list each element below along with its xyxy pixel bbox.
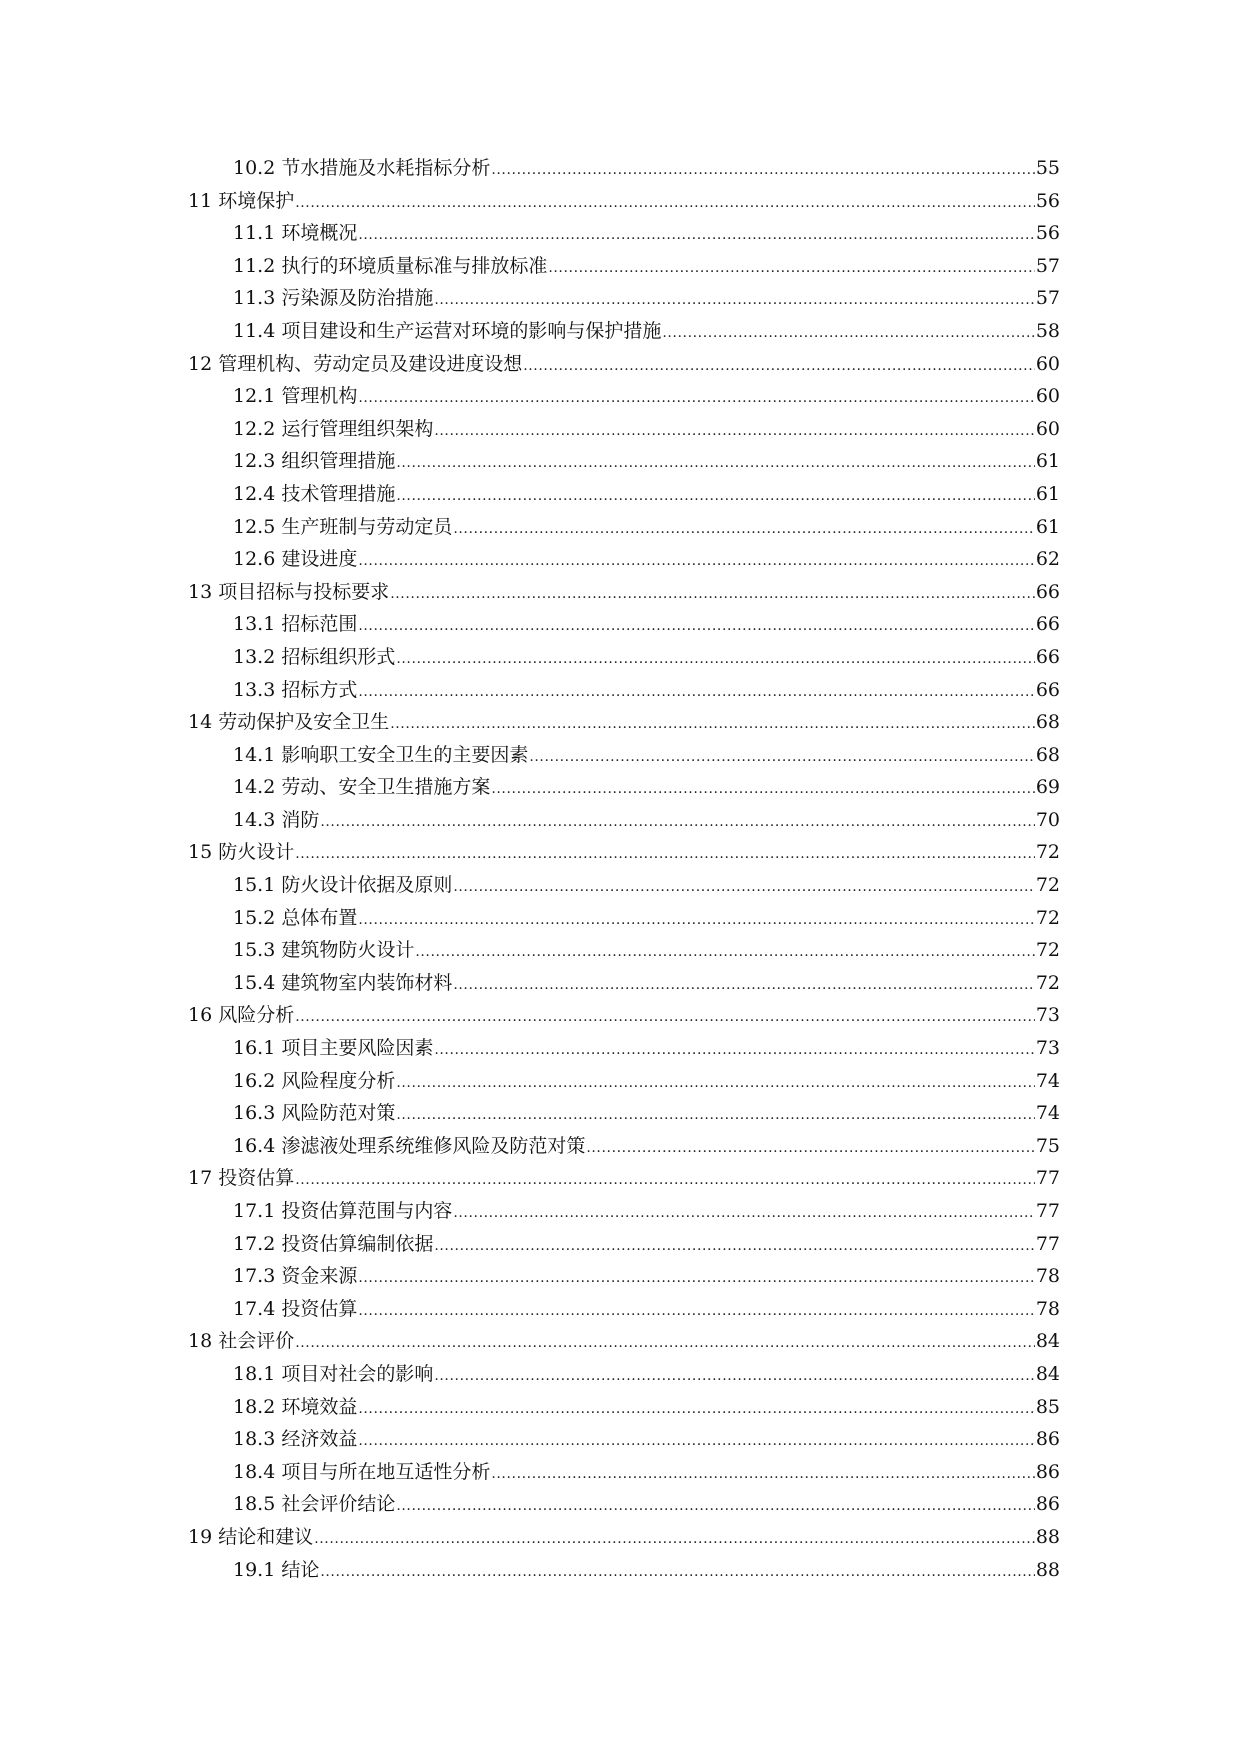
toc-entry-title: 招标组织形式 xyxy=(281,645,396,668)
toc-entry-title: 总体布置 xyxy=(281,906,358,929)
toc-dot-leader xyxy=(415,936,1034,969)
toc-entry-title: 组织管理措施 xyxy=(281,450,396,473)
toc-entry-number: 19 xyxy=(188,1525,213,1548)
toc-chapter-entry[interactable] xyxy=(188,185,1060,218)
toc-page-number: 86 xyxy=(1035,1428,1060,1451)
toc-section-entry[interactable] xyxy=(188,1358,1060,1391)
toc-page-number: 84 xyxy=(1035,1330,1060,1353)
toc-dot-leader xyxy=(358,382,1034,415)
toc-page-number: 78 xyxy=(1035,1297,1060,1320)
toc-dot-leader xyxy=(295,1327,1035,1360)
toc-section-entry[interactable] xyxy=(188,1260,1060,1293)
toc-entry-title: 劳动、安全卫生措施方案 xyxy=(281,776,491,799)
toc-page-number: 72 xyxy=(1035,906,1060,929)
toc-entry-title: 投资估算 xyxy=(281,1297,358,1320)
toc-section-entry[interactable] xyxy=(188,869,1060,902)
toc-chapter-entry[interactable] xyxy=(188,1162,1060,1195)
toc-entry-number: 15 xyxy=(188,841,213,864)
toc-entry-number: 17.2 xyxy=(233,1232,276,1255)
toc-page-number: 88 xyxy=(1035,1558,1060,1581)
toc-entry-number: 17.4 xyxy=(233,1297,276,1320)
toc-entry-title: 项目建设和生产运营对环境的影响与保护措施 xyxy=(281,319,662,342)
toc-chapter-entry[interactable] xyxy=(188,1521,1060,1554)
toc-page-number: 60 xyxy=(1035,352,1060,375)
toc-entry-title: 社会评价 xyxy=(218,1330,295,1353)
toc-entry-number: 14.1 xyxy=(233,743,276,766)
toc-dot-leader xyxy=(396,1490,1034,1523)
toc-entry-number: 15.4 xyxy=(233,971,276,994)
toc-dot-leader xyxy=(314,1523,1035,1556)
toc-entry-number: 14.3 xyxy=(233,808,276,831)
toc-page-number: 55 xyxy=(1035,157,1060,179)
toc-page-number: 78 xyxy=(1035,1265,1060,1288)
toc-entry-title: 投资估算范围与内容 xyxy=(281,1200,453,1222)
toc-dot-leader xyxy=(434,1230,1034,1263)
toc-section-entry[interactable] xyxy=(188,804,1060,837)
toc-page-number: 73 xyxy=(1035,1004,1060,1027)
toc-dot-leader xyxy=(434,415,1034,448)
toc-section-entry[interactable] xyxy=(188,1391,1060,1424)
toc-page-number: 60 xyxy=(1035,385,1060,408)
toc-section-entry[interactable] xyxy=(188,543,1060,576)
toc-section-entry[interactable] xyxy=(188,1554,1060,1587)
toc-entry-title: 结论 xyxy=(281,1558,320,1581)
toc-entry-number: 12.4 xyxy=(233,482,276,505)
toc-section-entry[interactable] xyxy=(188,315,1060,348)
toc-page-number: 69 xyxy=(1035,776,1060,799)
toc-entry-number: 15.2 xyxy=(233,906,276,929)
toc-page-number: 88 xyxy=(1035,1525,1060,1548)
toc-dot-leader xyxy=(586,1132,1034,1165)
toc-entry-title: 防火设计 xyxy=(218,841,295,864)
toc-section-entry[interactable] xyxy=(188,1130,1060,1163)
toc-page-number: 86 xyxy=(1035,1460,1060,1483)
toc-entry-number: 15.3 xyxy=(233,939,276,962)
toc-entry-number: 11.2 xyxy=(233,254,276,277)
toc-section-entry[interactable] xyxy=(188,282,1060,315)
toc-entry-number: 17 xyxy=(188,1167,213,1190)
toc-dot-leader xyxy=(434,1034,1034,1067)
toc-page-number: 57 xyxy=(1035,254,1060,277)
toc-entry-title: 管理机构、劳动定员及建设进度设想 xyxy=(218,352,523,375)
toc-page-number: 61 xyxy=(1035,515,1060,538)
toc-dot-leader xyxy=(396,447,1034,480)
toc-entry-title: 投资估算 xyxy=(218,1167,295,1190)
toc-page-number: 56 xyxy=(1035,222,1060,245)
toc-dot-leader xyxy=(358,1262,1034,1295)
toc-entry-title: 执行的环境质量标准与排放标准 xyxy=(281,254,548,277)
toc-entry-title: 消防 xyxy=(281,808,320,831)
toc-entry-title: 节水措施及水耗指标分析 xyxy=(281,157,491,179)
toc-page-number: 68 xyxy=(1035,743,1060,766)
toc-dot-leader xyxy=(453,513,1034,546)
toc-page-number: 77 xyxy=(1035,1167,1060,1190)
toc-entry-title: 建筑物室内装饰材料 xyxy=(281,971,453,994)
toc-dot-leader xyxy=(453,969,1034,1002)
toc-page-number: 77 xyxy=(1035,1200,1060,1222)
toc-section-entry[interactable] xyxy=(188,739,1060,772)
toc-entry-number: 18.2 xyxy=(233,1395,276,1418)
toc-entry-title: 项目与所在地互适性分析 xyxy=(281,1460,491,1483)
toc-entry-title: 运行管理组织架构 xyxy=(281,417,434,440)
toc-dot-leader xyxy=(358,904,1034,937)
toc-dot-leader xyxy=(453,871,1034,904)
toc-entry-title: 技术管理措施 xyxy=(281,482,396,505)
toc-dot-leader xyxy=(453,1197,1034,1230)
toc-entry-number: 15.1 xyxy=(233,874,276,897)
table-of-contents xyxy=(188,152,1060,1586)
toc-page-number: 61 xyxy=(1035,450,1060,473)
toc-page-number: 86 xyxy=(1035,1493,1060,1516)
toc-entry-title: 风险程度分析 xyxy=(281,1069,396,1092)
toc-entry-number: 11.3 xyxy=(233,287,276,310)
toc-entry-number: 16 xyxy=(188,1004,213,1027)
toc-page-number: 75 xyxy=(1035,1134,1060,1157)
toc-page-number: 73 xyxy=(1035,1037,1060,1060)
toc-entry-number: 13.1 xyxy=(233,613,276,636)
toc-section-entry[interactable] xyxy=(188,380,1060,413)
toc-section-entry[interactable] xyxy=(188,413,1060,446)
toc-dot-leader xyxy=(358,1393,1034,1426)
toc-dot-leader xyxy=(295,1164,1035,1197)
toc-section-entry[interactable] xyxy=(188,217,1060,250)
toc-entry-title: 建筑物防火设计 xyxy=(281,939,415,962)
toc-section-entry[interactable] xyxy=(188,1097,1060,1130)
toc-entry-number: 12.6 xyxy=(233,548,276,571)
toc-entry-number: 17.1 xyxy=(233,1200,276,1222)
toc-page-number: 72 xyxy=(1035,841,1060,864)
toc-dot-leader xyxy=(529,741,1034,774)
toc-section-entry[interactable] xyxy=(188,1293,1060,1326)
toc-page-number: 66 xyxy=(1035,613,1060,636)
toc-entry-title: 项目招标与投标要求 xyxy=(218,580,390,603)
toc-entry-number: 16.1 xyxy=(233,1037,276,1060)
toc-entry-title: 招标方式 xyxy=(281,678,358,701)
toc-page-number: 74 xyxy=(1035,1102,1060,1125)
toc-entry-number: 13.2 xyxy=(233,645,276,668)
toc-page-number: 84 xyxy=(1035,1362,1060,1385)
toc-entry-title: 管理机构 xyxy=(281,385,358,408)
toc-entry-title: 风险防范对策 xyxy=(281,1102,396,1125)
toc-page-number: 66 xyxy=(1035,645,1060,668)
toc-entry-title: 环境概况 xyxy=(281,222,358,245)
toc-entry-number: 19.1 xyxy=(233,1558,276,1581)
toc-entry-number: 11.1 xyxy=(233,222,276,245)
toc-page-number: 72 xyxy=(1035,939,1060,962)
toc-section-entry[interactable] xyxy=(188,1423,1060,1456)
toc-dot-leader xyxy=(491,1458,1034,1491)
toc-dot-leader xyxy=(434,1360,1034,1393)
toc-section-entry[interactable] xyxy=(188,1456,1060,1489)
toc-section-entry[interactable] xyxy=(188,967,1060,1000)
toc-section-entry[interactable] xyxy=(188,608,1060,641)
toc-chapter-entry[interactable] xyxy=(188,836,1060,869)
toc-entry-number: 11 xyxy=(188,189,213,212)
toc-dot-leader xyxy=(396,1067,1034,1100)
toc-entry-number: 17.3 xyxy=(233,1265,276,1288)
toc-entry-title: 环境效益 xyxy=(281,1395,358,1418)
toc-page-number: 60 xyxy=(1035,417,1060,440)
toc-dot-leader xyxy=(548,252,1034,285)
toc-page-number: 66 xyxy=(1035,580,1060,603)
toc-entry-title: 渗滤液处理系统维修风险及防范对策 xyxy=(281,1134,586,1157)
toc-page-number: 72 xyxy=(1035,874,1060,897)
toc-dot-leader xyxy=(358,610,1034,643)
toc-entry-title: 资金来源 xyxy=(281,1265,358,1288)
toc-section-entry[interactable] xyxy=(188,152,1060,185)
toc-dot-leader xyxy=(320,806,1034,839)
toc-chapter-entry[interactable] xyxy=(188,348,1060,381)
toc-dot-leader xyxy=(523,350,1035,383)
toc-dot-leader xyxy=(358,545,1034,578)
toc-page-number: 62 xyxy=(1035,548,1060,571)
toc-entry-title: 建设进度 xyxy=(281,548,358,571)
toc-dot-leader xyxy=(491,773,1034,806)
toc-section-entry[interactable] xyxy=(188,1065,1060,1098)
toc-entry-number: 16.4 xyxy=(233,1134,276,1157)
toc-chapter-entry[interactable] xyxy=(188,1325,1060,1358)
toc-entry-title: 防火设计依据及原则 xyxy=(281,874,453,897)
toc-entry-title: 社会评价结论 xyxy=(281,1493,396,1516)
toc-page-number: 68 xyxy=(1035,711,1060,734)
toc-page-number: 70 xyxy=(1035,808,1060,831)
toc-dot-leader xyxy=(295,1001,1035,1034)
toc-entry-title: 环境保护 xyxy=(218,189,295,212)
toc-dot-leader xyxy=(491,154,1034,187)
toc-section-entry[interactable] xyxy=(188,641,1060,674)
toc-entry-title: 风险分析 xyxy=(218,1004,295,1027)
toc-entry-number: 12 xyxy=(188,352,213,375)
toc-entry-number: 18.4 xyxy=(233,1460,276,1483)
toc-section-entry[interactable] xyxy=(188,250,1060,283)
toc-entry-number: 12.5 xyxy=(233,515,276,538)
toc-entry-number: 14 xyxy=(188,711,213,734)
toc-entry-number: 18.5 xyxy=(233,1493,276,1516)
toc-entry-number: 10.2 xyxy=(233,157,276,179)
toc-entry-number: 16.3 xyxy=(233,1102,276,1125)
toc-page-number: 66 xyxy=(1035,678,1060,701)
toc-entry-number: 18.1 xyxy=(233,1362,276,1385)
toc-page-number: 72 xyxy=(1035,971,1060,994)
toc-chapter-entry[interactable] xyxy=(188,999,1060,1032)
toc-entry-title: 影响职工安全卫生的主要因素 xyxy=(281,743,529,766)
toc-entry-number: 14.2 xyxy=(233,776,276,799)
toc-dot-leader xyxy=(320,1556,1034,1589)
toc-page-number: 56 xyxy=(1035,189,1060,212)
toc-page-number: 74 xyxy=(1035,1069,1060,1092)
toc-section-entry[interactable] xyxy=(188,1228,1060,1261)
toc-entry-title: 投资估算编制依据 xyxy=(281,1232,434,1255)
toc-section-entry[interactable] xyxy=(188,1488,1060,1521)
toc-entry-number: 18.3 xyxy=(233,1428,276,1451)
toc-page-number: 77 xyxy=(1035,1232,1060,1255)
toc-section-entry[interactable] xyxy=(188,445,1060,478)
toc-entry-number: 13 xyxy=(188,580,213,603)
toc-section-entry[interactable] xyxy=(188,674,1060,707)
toc-page-number: 57 xyxy=(1035,287,1060,310)
toc-entry-title: 结论和建议 xyxy=(218,1525,314,1548)
toc-dot-leader xyxy=(358,1295,1034,1328)
toc-entry-number: 12.3 xyxy=(233,450,276,473)
toc-section-entry[interactable] xyxy=(188,511,1060,544)
toc-entry-number: 12.2 xyxy=(233,417,276,440)
toc-entry-number: 16.2 xyxy=(233,1069,276,1092)
toc-dot-leader xyxy=(434,284,1034,317)
toc-section-entry[interactable] xyxy=(188,771,1060,804)
toc-section-entry[interactable] xyxy=(188,934,1060,967)
toc-chapter-entry[interactable] xyxy=(188,576,1060,609)
toc-section-entry[interactable] xyxy=(188,1032,1060,1065)
toc-entry-title: 项目对社会的影响 xyxy=(281,1362,434,1385)
toc-entry-title: 经济效益 xyxy=(281,1428,358,1451)
toc-entry-number: 11.4 xyxy=(233,319,276,342)
toc-dot-leader xyxy=(662,317,1034,350)
toc-section-entry[interactable] xyxy=(188,478,1060,511)
toc-entry-number: 18 xyxy=(188,1330,213,1353)
toc-dot-leader xyxy=(396,643,1034,676)
toc-entry-title: 生产班制与劳动定员 xyxy=(281,515,453,538)
toc-page-number: 85 xyxy=(1035,1395,1060,1418)
toc-entry-title: 项目主要风险因素 xyxy=(281,1037,434,1060)
toc-dot-leader xyxy=(295,838,1035,871)
toc-dot-leader xyxy=(358,1425,1034,1458)
toc-entry-number: 12.1 xyxy=(233,385,276,408)
toc-page-number: 58 xyxy=(1035,319,1060,342)
toc-dot-leader xyxy=(396,480,1034,513)
toc-dot-leader xyxy=(396,1099,1034,1132)
toc-entry-title: 招标范围 xyxy=(281,613,358,636)
toc-dot-leader xyxy=(390,578,1035,611)
toc-entry-title: 污染源及防治措施 xyxy=(281,287,434,310)
toc-chapter-entry[interactable] xyxy=(188,706,1060,739)
toc-entry-number: 13.3 xyxy=(233,678,276,701)
toc-dot-leader xyxy=(295,187,1035,220)
toc-section-entry[interactable] xyxy=(188,1195,1060,1228)
toc-dot-leader xyxy=(358,219,1034,252)
toc-dot-leader xyxy=(358,676,1034,709)
toc-entry-title: 劳动保护及安全卫生 xyxy=(218,711,390,734)
toc-dot-leader xyxy=(390,708,1035,741)
toc-page-number: 61 xyxy=(1035,482,1060,505)
toc-section-entry[interactable] xyxy=(188,902,1060,935)
